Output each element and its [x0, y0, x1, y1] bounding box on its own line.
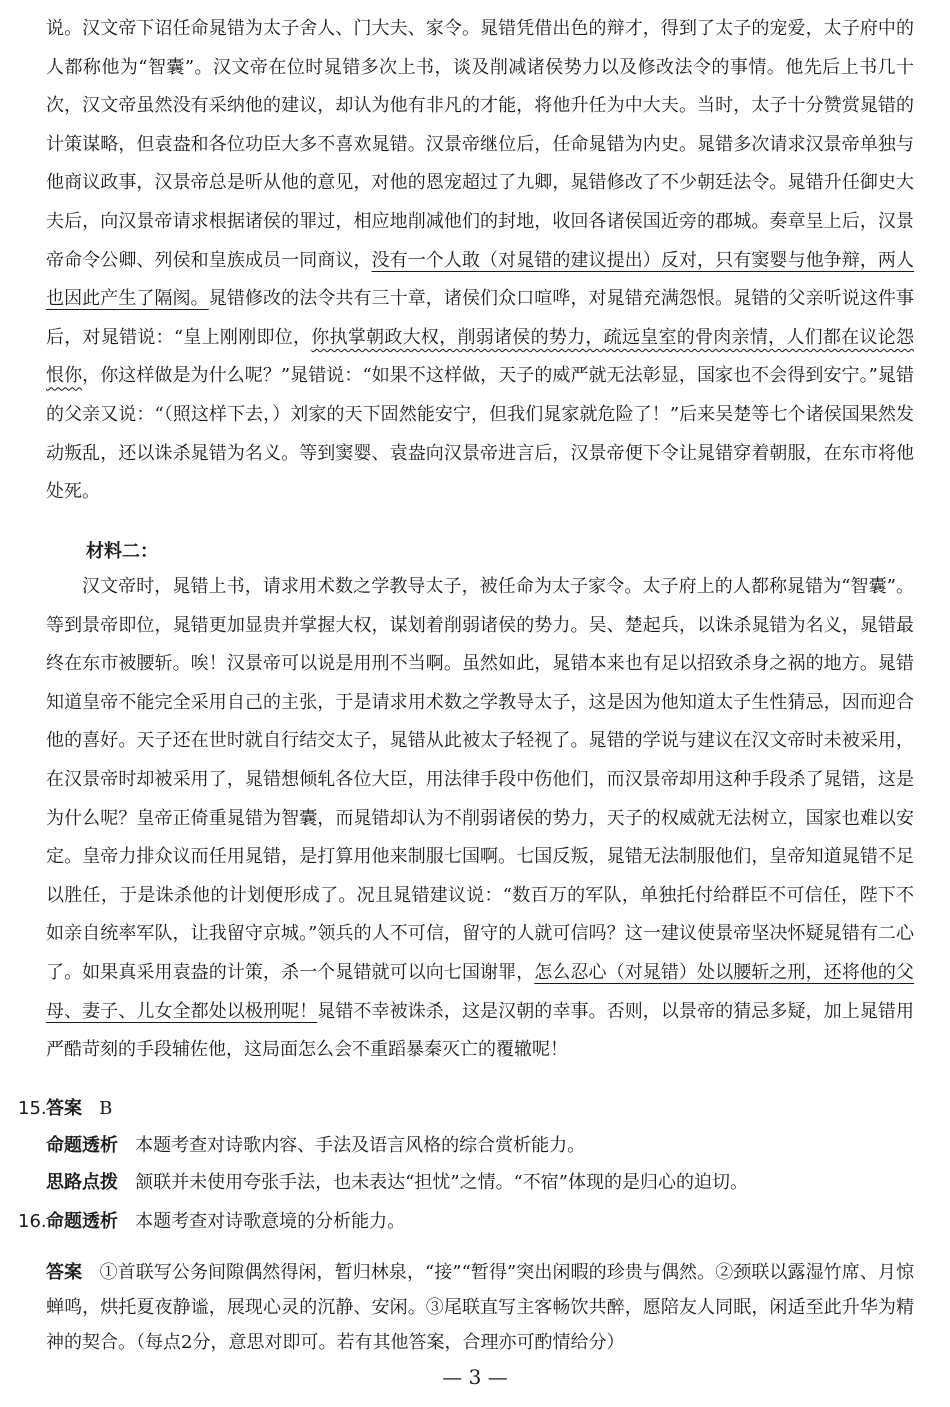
- analysis-label: 命题透析: [46, 1211, 118, 1232]
- underlined-sentence-1: 没有一个人敢（对晁错的建议提出）反对，只有窦婴与他争辩，两人也因此产生了隔阂。: [46, 249, 914, 310]
- material-one-text-3: ，你这样做是为什么呢？”晁错说：“如果不这样做，天子的威严就无法彰显，国家也不会得到安宁。”晁错的父亲又说：“（照这样下去，）刘家的天下固然能安宁，但我们晁家就危险了！”后来吴楚等七个诸侯国果然发动叛乱，还以诛杀晁错为名义。等到窦婴、袁盎向汉景帝进言后，汉景帝便下令让晁错穿着朝服，在东市将他处死。: [46, 365, 914, 503]
- material-two-paragraph: [46, 568, 914, 1070]
- question-15-analysis-row: [46, 1127, 585, 1165]
- underlined-sentence-2: 怎么忍心（对晁错）处以腰斩之刑，还将他的父母、妻子、儿女全都处以极刑呢！: [46, 961, 914, 1022]
- material-one-paragraph: [46, 10, 914, 512]
- question-16-number: 16.: [18, 1211, 47, 1232]
- tips-label: 思路点拨: [46, 1172, 118, 1193]
- analysis-text: 本题考查对诗歌意境的分析能力。: [135, 1211, 406, 1232]
- material-one-text-2: 晁错修改的法令共有三十章，诸侯们众口喧哗，对晁错充满怨恨。晁错的父亲听说这件事后，对晁错说：“皇上刚刚即位，: [46, 288, 914, 348]
- question-15-number: 15.: [18, 1098, 47, 1119]
- analysis-label: 命题透析: [46, 1135, 118, 1156]
- answer-label: 答案: [46, 1098, 82, 1119]
- answer-value: B: [99, 1098, 113, 1119]
- material-two-text-1: 汉文帝时，晁错上书，请求用术数之学教导太子，被任命为太子家令。太子府上的人都称晁错为“智囊”。等到景帝即位，晁错更加显贵并掌握大权，谋划着削弱诸侯的势力。吴、楚起兵，以诛杀晁错为名义，晁错最终在东市被腰斩。唉！汉景帝可以说是用刑不当啊。虽然如此，晁错本来也有足以招致杀身之祸的地方。晁错知道皇帝不能完全采用自己的主张，于是请求用术数之学教导太子，这是因为他知道太子生性猜忌，因而迎合他的喜好。天子还在世时就自行结交太子，晁错从此被太子轻视了。晁错的学说与建议在汉文帝时未被采用，在汉景帝时却被采用了，晁错想倾轧各位大臣，用法律手段中伤他们，而汉景帝却用这种手段杀了晁错，这是为什么呢？皇帝正倚重晁错为智囊，而晁错却认为不削弱诸侯的势力，天子的权威就无法树立，国家也难以安定。皇帝力排众议而任用晁错，是打算用他来制服七国啊。七国反叛，晁错无法制服他们，皇帝知道晁错不足以胜任，于是诛杀他的计划便形成了。况且晁错建议说：“数百万的军队，单独托付给群臣不可信任，陛下不如亲自统率军队，让我留守京城。”领兵的人不可信，留守的人就可信吗？这一建议使景帝坚决怀疑晁错有二心了。如果真采用袁盎的计策，杀一个晁错就可以向七国谢罪，: [46, 576, 914, 983]
- question-15-answer-row: [46, 1090, 112, 1128]
- material-one-text-1: 说。汉文帝下诏任命晁错为太子舍人、门大夫、家令。晁错凭借出色的辩才，得到了太子的宠爱，太子府中的人都称他为“智囊”。汉文帝在位时晁错多次上书，谈及削减诸侯势力以及修改法令的事情。他先后上书几十次，汉文帝虽然没有采纳他的建议，却认为他有非凡的才能，将他升任为中大夫。当时，太子十分赞赏晁错的计策谋略，但袁盎和各位功臣大多不喜欢晁错。汉景帝继位后，任命晁错为内史。晁错多次请求汉景帝单独与他商议政事，汉景帝总是听从他的意见，对他的恩宠超过了九卿，晁错修改了不少朝廷法令。晁错升任御史大夫后，向汉景帝请求根据诸侯的罪过，相应地削减他们的封地，收回各诸侯国近旁的郡城。奏章呈上后，汉景帝命令公卿、列侯和皇族成员一同商议，: [46, 18, 914, 271]
- material-two-heading: 材料二：: [86, 541, 158, 562]
- wavy-underlined-sentence: 你执掌朝政大权，削弱诸侯的势力，疏远皇室的骨肉亲情，人们都在议论怨恨你: [46, 326, 915, 387]
- analysis-text: 本题考查对诗歌内容、手法及语言风格的综合赏析能力。: [135, 1135, 586, 1156]
- page-number: — 3 —: [442, 1365, 508, 1389]
- answer-label: 答案: [46, 1262, 83, 1283]
- answer-text: ①首联写公务间隙偶然得闲，暂归林泉，“接”“暂得”突出闲暇的珍贵与偶然。②颈联以露湿竹席、月惊蝉鸣，烘托夏夜静谧，展现心灵的沉静、安闲。③尾联直写主客畅饮共醉，愿陪友人同眠，闲适至此升华为精神的契合。（每点2分，意思对即可。若有其他答案，合理亦可酌情给分）: [46, 1262, 914, 1353]
- question-16-analysis-row: [46, 1203, 405, 1241]
- tips-text: 颔联并未使用夸张手法，也未表达“担忧”之情。“不宿”体现的是归心的迫切。: [135, 1172, 748, 1193]
- material-two-text-2: 晁错不幸被诛杀，这是汉朝的幸事。否则，以景帝的猜忌多疑，加上晁错用严酷苛刻的手段辅佐他，这局面怎么会不重蹈暴秦灭亡的覆辙呢！: [46, 1000, 915, 1061]
- question-15-tips-row: [46, 1164, 748, 1202]
- question-16-answer-block: [46, 1255, 914, 1360]
